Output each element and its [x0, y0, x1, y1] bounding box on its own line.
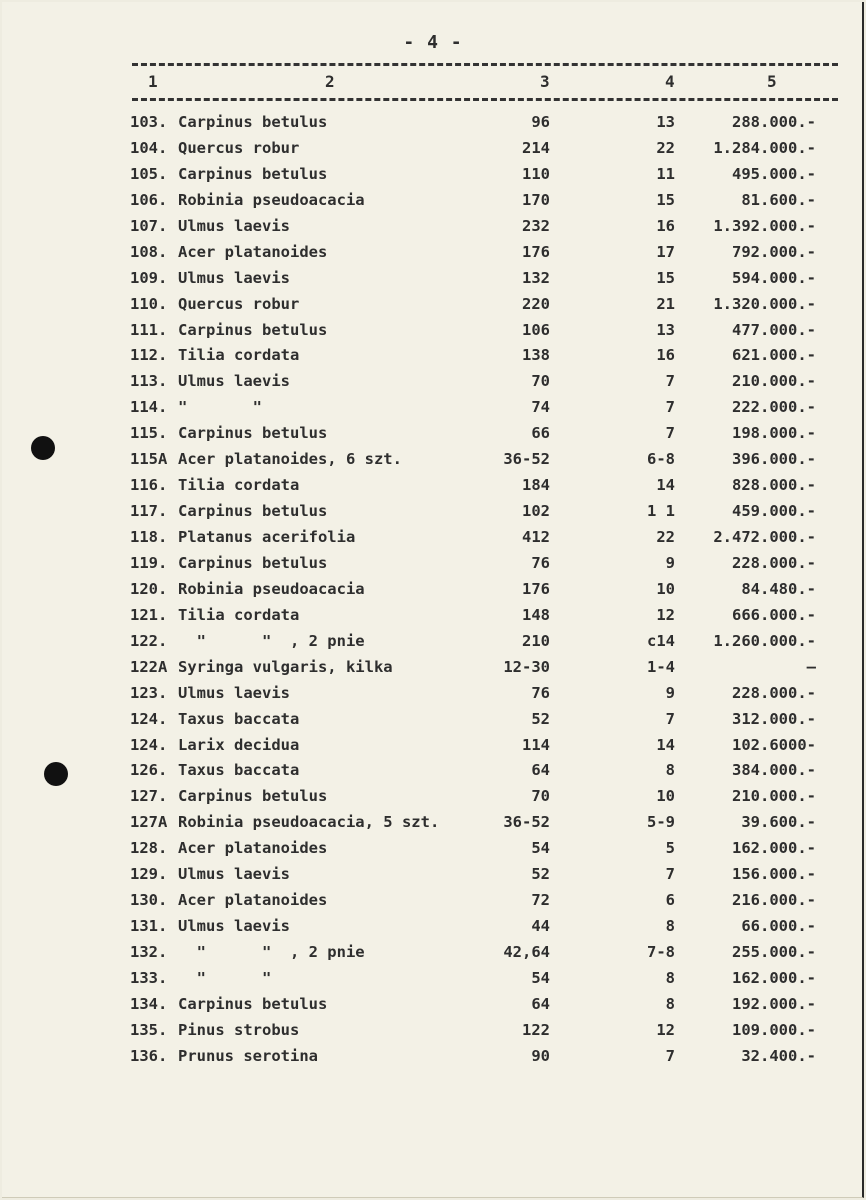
- value-cell: 1.260.000.-: [713, 631, 816, 650]
- value-cell: 1.284.000.-: [713, 138, 816, 157]
- species-name: Tilia cordata: [178, 346, 300, 365]
- header-col-2: 2: [325, 72, 335, 91]
- table-row: [0, 269, 866, 295]
- entry-number: 124.: [130, 735, 168, 754]
- diameter-cell: 122: [522, 1020, 550, 1039]
- table-row: [0, 969, 866, 995]
- diameter-cell: 52: [531, 865, 550, 884]
- header-col-4: 4: [665, 72, 675, 91]
- table-row: [0, 554, 866, 580]
- diameter-cell: 148: [522, 605, 550, 624]
- table-row: [0, 839, 866, 865]
- diameter-cell: 76: [531, 553, 550, 572]
- value-cell: 384.000.-: [732, 761, 816, 780]
- diameter-cell: 210: [522, 631, 550, 650]
- species-name: Robinia pseudoacacia: [178, 579, 365, 598]
- height-cell: 22: [656, 528, 675, 546]
- species-name: Quercus robur: [178, 294, 300, 313]
- entry-number: 123.: [130, 683, 168, 702]
- species-name: Carpinus betulus: [178, 787, 328, 806]
- value-cell: 477.000.-: [732, 320, 816, 339]
- height-cell: 14: [656, 476, 675, 495]
- entry-number: 106.: [130, 190, 168, 209]
- table-row: [0, 372, 866, 398]
- species-name: Tilia cordata: [178, 605, 300, 624]
- value-cell: 81.600.-: [741, 190, 816, 209]
- value-cell: 162.000.-: [732, 968, 816, 987]
- height-cell: 16: [656, 346, 675, 365]
- entry-number: 133.: [130, 968, 168, 987]
- species-name: Robinia pseudoacacia: [178, 190, 365, 209]
- species-name: Platanus acerifolia: [178, 528, 356, 546]
- table-header: [0, 72, 866, 92]
- height-cell: 5-9: [647, 813, 675, 832]
- table-row: [0, 243, 866, 269]
- diameter-cell: 220: [522, 294, 550, 313]
- height-cell: 15: [656, 268, 675, 287]
- value-cell: 621.000.-: [732, 346, 816, 365]
- table-row: [0, 321, 866, 347]
- species-name: Acer platanoides, 6 szt.: [178, 450, 402, 469]
- table-row: [0, 502, 866, 528]
- value-cell: 228.000.-: [732, 553, 816, 572]
- species-name: Pinus strobus: [178, 1020, 300, 1039]
- table-row: [0, 710, 866, 736]
- height-cell: 8: [665, 917, 675, 936]
- table-row: [0, 113, 866, 139]
- value-cell: 459.000.-: [732, 502, 816, 521]
- height-cell: c14: [647, 631, 675, 650]
- value-cell: 39.600.-: [741, 813, 816, 832]
- height-cell: 7: [665, 1046, 675, 1065]
- diameter-cell: 44: [531, 917, 550, 936]
- value-cell: 109.000.-: [732, 1020, 816, 1039]
- value-cell: 192.000.-: [732, 994, 816, 1013]
- diameter-cell: 42,64: [503, 943, 550, 961]
- entry-number: 111.: [130, 320, 168, 339]
- entry-number: 121.: [130, 605, 168, 624]
- height-cell: 6-8: [647, 450, 675, 469]
- table-row: [0, 398, 866, 424]
- table-row: [0, 606, 866, 632]
- entry-number: 131.: [130, 917, 168, 936]
- value-cell: 396.000.-: [732, 450, 816, 469]
- value-cell: 210.000.-: [732, 372, 816, 391]
- table-row: [0, 761, 866, 787]
- diameter-cell: 74: [531, 398, 550, 417]
- diameter-cell: 170: [522, 190, 550, 209]
- table-row: [0, 917, 866, 943]
- entry-number: 132.: [130, 943, 168, 961]
- table-row: [0, 865, 866, 891]
- header-col-1: 1: [148, 72, 158, 91]
- entry-number: 122.: [130, 631, 168, 650]
- entry-number: 124.: [130, 709, 168, 728]
- height-cell: 9: [665, 683, 675, 702]
- species-name: Acer platanoides: [178, 242, 328, 261]
- species-name: Carpinus betulus: [178, 553, 328, 572]
- value-cell: —: [806, 657, 816, 676]
- diameter-cell: 90: [531, 1046, 550, 1065]
- value-cell: 32.400.-: [741, 1046, 816, 1065]
- table-row: [0, 1047, 866, 1073]
- height-cell: 13: [656, 113, 675, 131]
- table-body: [0, 113, 866, 1073]
- value-cell: 1.320.000.-: [713, 294, 816, 313]
- entry-number: 136.: [130, 1046, 168, 1065]
- height-cell: 7-8: [647, 943, 675, 961]
- table-row: [0, 943, 866, 969]
- header-rule-bottom: [132, 98, 838, 101]
- height-cell: 8: [665, 968, 675, 987]
- species-name: Carpinus betulus: [178, 164, 328, 183]
- entry-number: 115A: [130, 450, 168, 469]
- height-cell: 7: [665, 865, 675, 884]
- table-row: [0, 217, 866, 243]
- entry-number: 122A: [130, 657, 168, 676]
- value-cell: 594.000.-: [732, 268, 816, 287]
- height-cell: 17: [656, 242, 675, 261]
- value-cell: 222.000.-: [732, 398, 816, 417]
- table-row: [0, 1021, 866, 1047]
- value-cell: 1.392.000.-: [713, 216, 816, 235]
- entry-number: 107.: [130, 216, 168, 235]
- table-row: [0, 684, 866, 710]
- height-cell: 1 1: [647, 502, 675, 521]
- height-cell: 15: [656, 190, 675, 209]
- species-name: Carpinus betulus: [178, 320, 328, 339]
- height-cell: 1-4: [647, 657, 675, 676]
- header-col-3: 3: [540, 72, 550, 91]
- species-name: " " , 2 pnie: [178, 631, 365, 650]
- table-row: [0, 658, 866, 684]
- entry-number: 118.: [130, 528, 168, 546]
- species-name: Ulmus laevis: [178, 372, 290, 391]
- diameter-cell: 110: [522, 164, 550, 183]
- table-row: [0, 813, 866, 839]
- entry-number: 135.: [130, 1020, 168, 1039]
- table-row: [0, 528, 866, 554]
- table-row: [0, 995, 866, 1021]
- value-cell: 828.000.-: [732, 476, 816, 495]
- table-row: [0, 295, 866, 321]
- entry-number: 112.: [130, 346, 168, 365]
- diameter-cell: 66: [531, 424, 550, 443]
- height-cell: 8: [665, 761, 675, 780]
- species-name: Prunus serotina: [178, 1046, 318, 1065]
- height-cell: 7: [665, 709, 675, 728]
- species-name: Carpinus betulus: [178, 113, 328, 131]
- diameter-cell: 176: [522, 579, 550, 598]
- species-name: " ": [178, 398, 262, 417]
- value-cell: 102.6000-: [732, 735, 816, 754]
- diameter-cell: 70: [531, 372, 550, 391]
- height-cell: 22: [656, 138, 675, 157]
- table-row: [0, 736, 866, 762]
- entry-number: 110.: [130, 294, 168, 313]
- entry-number: 103.: [130, 113, 168, 131]
- height-cell: 14: [656, 735, 675, 754]
- height-cell: 12: [656, 1020, 675, 1039]
- diameter-cell: 54: [531, 839, 550, 858]
- height-cell: 13: [656, 320, 675, 339]
- table-row: [0, 191, 866, 217]
- species-name: Ulmus laevis: [178, 917, 290, 936]
- table-row: [0, 787, 866, 813]
- table-row: [0, 450, 866, 476]
- species-name: Taxus baccata: [178, 761, 300, 780]
- diameter-cell: 36-52: [503, 450, 550, 469]
- value-cell: 792.000.-: [732, 242, 816, 261]
- entry-number: 116.: [130, 476, 168, 495]
- height-cell: 11: [656, 164, 675, 183]
- value-cell: 666.000.-: [732, 605, 816, 624]
- diameter-cell: 70: [531, 787, 550, 806]
- diameter-cell: 102: [522, 502, 550, 521]
- entry-number: 129.: [130, 865, 168, 884]
- value-cell: 288.000.-: [732, 113, 816, 131]
- species-name: Tilia cordata: [178, 476, 300, 495]
- height-cell: 21: [656, 294, 675, 313]
- table-row: [0, 632, 866, 658]
- height-cell: 16: [656, 216, 675, 235]
- species-name: Syringa vulgaris, kilka: [178, 657, 393, 676]
- entry-number: 134.: [130, 994, 168, 1013]
- entry-number: 120.: [130, 579, 168, 598]
- entry-number: 117.: [130, 502, 168, 521]
- diameter-cell: 96: [531, 113, 550, 131]
- diameter-cell: 176: [522, 242, 550, 261]
- species-name: Acer platanoides: [178, 891, 328, 910]
- value-cell: 228.000.-: [732, 683, 816, 702]
- entry-number: 108.: [130, 242, 168, 261]
- entry-number: 109.: [130, 268, 168, 287]
- diameter-cell: 232: [522, 216, 550, 235]
- value-cell: 312.000.-: [732, 709, 816, 728]
- species-name: Ulmus laevis: [178, 865, 290, 884]
- species-name: " " , 2 pnie: [178, 943, 365, 961]
- page-number: - 4 -: [403, 32, 463, 53]
- height-cell: 12: [656, 605, 675, 624]
- species-name: Ulmus laevis: [178, 268, 290, 287]
- table-row: [0, 139, 866, 165]
- diameter-cell: 64: [531, 761, 550, 780]
- diameter-cell: 64: [531, 994, 550, 1013]
- diameter-cell: 114: [522, 735, 550, 754]
- value-cell: 255.000.-: [732, 943, 816, 961]
- species-name: " ": [178, 968, 272, 987]
- diameter-cell: 36-52: [503, 813, 550, 832]
- value-cell: 216.000.-: [732, 891, 816, 910]
- diameter-cell: 412: [522, 528, 550, 546]
- value-cell: 198.000.-: [732, 424, 816, 443]
- diameter-cell: 138: [522, 346, 550, 365]
- height-cell: 6: [665, 891, 675, 910]
- species-name: Robinia pseudoacacia, 5 szt.: [178, 813, 440, 832]
- species-name: Carpinus betulus: [178, 994, 328, 1013]
- entry-number: 127.: [130, 787, 168, 806]
- value-cell: 156.000.-: [732, 865, 816, 884]
- table-row: [0, 165, 866, 191]
- diameter-cell: 214: [522, 138, 550, 157]
- entry-number: 126.: [130, 761, 168, 780]
- height-cell: 10: [656, 787, 675, 806]
- entry-number: 114.: [130, 398, 168, 417]
- diameter-cell: 132: [522, 268, 550, 287]
- species-name: Acer platanoides: [178, 839, 328, 858]
- value-cell: 2.472.000.-: [713, 528, 816, 546]
- entry-number: 128.: [130, 839, 168, 858]
- height-cell: 5: [665, 839, 675, 858]
- entry-number: 119.: [130, 553, 168, 572]
- entry-number: 113.: [130, 372, 168, 391]
- diameter-cell: 12-30: [503, 657, 550, 676]
- entry-number: 127A: [130, 813, 168, 832]
- species-name: Taxus baccata: [178, 709, 300, 728]
- height-cell: 7: [665, 398, 675, 417]
- value-cell: 66.000.-: [741, 917, 816, 936]
- diameter-cell: 72: [531, 891, 550, 910]
- value-cell: 210.000.-: [732, 787, 816, 806]
- species-name: Carpinus betulus: [178, 502, 328, 521]
- table-row: [0, 346, 866, 372]
- diameter-cell: 184: [522, 476, 550, 495]
- height-cell: 9: [665, 553, 675, 572]
- diameter-cell: 52: [531, 709, 550, 728]
- table-row: [0, 424, 866, 450]
- table-row: [0, 891, 866, 917]
- value-cell: 84.480.-: [741, 579, 816, 598]
- height-cell: 7: [665, 424, 675, 443]
- table-row: [0, 476, 866, 502]
- table-row: [0, 580, 866, 606]
- entry-number: 104.: [130, 138, 168, 157]
- diameter-cell: 106: [522, 320, 550, 339]
- diameter-cell: 76: [531, 683, 550, 702]
- species-name: Quercus robur: [178, 138, 300, 157]
- entry-number: 105.: [130, 164, 168, 183]
- species-name: Ulmus laevis: [178, 216, 290, 235]
- value-cell: 162.000.-: [732, 839, 816, 858]
- entry-number: 130.: [130, 891, 168, 910]
- diameter-cell: 54: [531, 968, 550, 987]
- species-name: Carpinus betulus: [178, 424, 328, 443]
- entry-number: 115.: [130, 424, 168, 443]
- header-col-5: 5: [767, 72, 777, 91]
- height-cell: 7: [665, 372, 675, 391]
- height-cell: 10: [656, 579, 675, 598]
- height-cell: 8: [665, 994, 675, 1013]
- species-name: Ulmus laevis: [178, 683, 290, 702]
- species-name: Larix decidua: [178, 735, 300, 754]
- header-rule-top: [132, 63, 838, 66]
- value-cell: 495.000.-: [732, 164, 816, 183]
